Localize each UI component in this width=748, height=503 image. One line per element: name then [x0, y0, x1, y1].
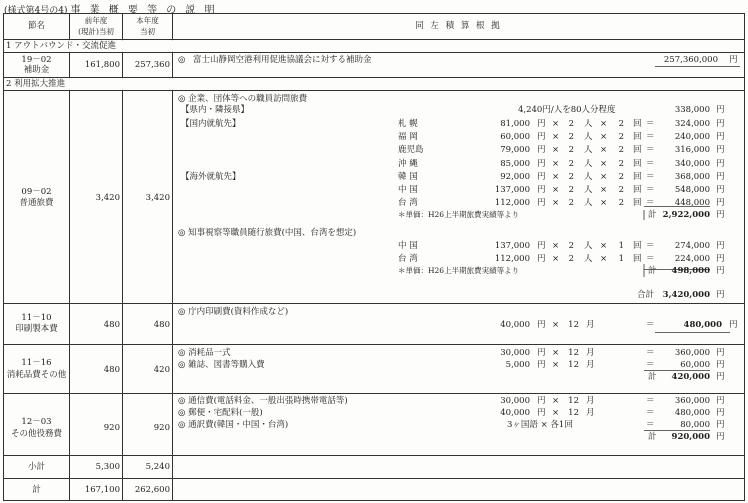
- equals-sign: ＝: [646, 254, 655, 265]
- travel-row-trips: 2: [618, 185, 624, 195]
- times-sign: ×: [552, 198, 560, 209]
- yen-unit: 円: [537, 254, 546, 265]
- equals-sign: ＝: [646, 408, 655, 418]
- total-row-curr: 262,600: [134, 485, 170, 495]
- subtotal-row-curr: 5,240: [145, 462, 170, 472]
- times-sign: ×: [552, 254, 560, 265]
- travel-row-city: 福 岡: [398, 132, 418, 143]
- travel-row-unit: 81,000: [500, 119, 530, 129]
- travel-row-unit: 60,000: [500, 132, 530, 143]
- yen-unit: 円: [537, 119, 546, 129]
- travel-row-amount: 340,000: [674, 158, 710, 169]
- supplies-item-months: 12: [568, 348, 579, 358]
- travel-row-persons: 2: [568, 254, 574, 265]
- yen-unit: 円: [537, 145, 546, 156]
- equals-sign: ＝: [646, 348, 655, 358]
- services-curr: 920: [153, 423, 170, 433]
- travel-row-city: 台 湾: [398, 254, 418, 265]
- services-item-desc: ◎ 通信費(電話料金、一般出張時携帯電話等): [178, 396, 348, 406]
- travel-row-trips: 2: [618, 145, 624, 156]
- supplies-curr: 420: [153, 365, 170, 375]
- yen-unit: 円: [537, 241, 546, 251]
- times-sign: ×: [552, 396, 560, 406]
- yen-unit: 円: [716, 145, 725, 156]
- travel-row-amount: 548,000: [674, 185, 710, 195]
- services-prev: 920: [103, 423, 120, 433]
- section1-desc: 富士山静岡空港利用促進協議会に対する補助金: [193, 55, 372, 65]
- equals-sign: ＝: [646, 185, 655, 195]
- travel-row-unit: 112,000: [494, 198, 530, 209]
- equals-sign: ＝: [646, 320, 655, 330]
- month-unit: 月: [586, 408, 595, 418]
- section1-unit: 円: [729, 55, 738, 65]
- equals-sign: ＝: [646, 396, 655, 406]
- travel-row-persons: 2: [568, 145, 574, 156]
- count-unit: 回: [633, 145, 642, 156]
- supplies-item-unit: 5,000: [505, 360, 530, 370]
- travel-subtotal: 2,922,000: [662, 210, 710, 220]
- travel-row-persons: 2: [568, 119, 574, 129]
- travel-row-amount: 240,000: [674, 132, 710, 143]
- travel-row-persons: 2: [568, 132, 574, 143]
- total-row-label: 計: [32, 485, 41, 495]
- times-sign: ×: [600, 158, 608, 169]
- travel-row-amount: 448,000: [674, 198, 710, 209]
- travel-row-persons: 2: [568, 158, 574, 169]
- times-sign: ×: [600, 241, 608, 251]
- supplies-code: 11－16: [21, 358, 52, 368]
- yen-unit: 円: [716, 132, 725, 143]
- supplies-item-amount: 60,000: [680, 360, 710, 370]
- yen-unit: 円: [716, 105, 725, 115]
- person-unit: 人: [584, 119, 593, 129]
- travel-row-trips: 2: [618, 119, 624, 129]
- subtotal-row-label: 小計: [27, 462, 45, 472]
- travel-pref-label: 【県内・隣接県】: [181, 105, 250, 115]
- yen-unit: 円: [716, 420, 725, 430]
- header-prev-line1: 前年度: [84, 16, 108, 25]
- supplies-total-label: 計: [648, 372, 657, 382]
- supplies-name: 消耗品費その他: [6, 370, 67, 380]
- travel-row-amount: 316,000: [674, 145, 710, 156]
- month-unit: 月: [586, 320, 595, 330]
- count-unit: 回: [633, 254, 642, 265]
- person-unit: 人: [584, 185, 593, 195]
- travel-domestic-label: 【国内就航先】: [181, 119, 241, 129]
- yen-unit: 円: [537, 158, 546, 169]
- printing-curr: 480: [153, 320, 170, 330]
- travel-prev: 3,420: [95, 193, 120, 203]
- count-unit: 回: [633, 241, 642, 251]
- person-unit: 人: [584, 254, 593, 265]
- yen-unit: 円: [716, 254, 725, 265]
- person-unit: 人: [584, 158, 593, 169]
- person-unit: 人: [584, 198, 593, 209]
- times-sign: ×: [552, 408, 560, 418]
- subtotal-row-prev: 5,300: [95, 462, 120, 472]
- travel-row-trips: 1: [618, 241, 624, 251]
- person-unit: 人: [584, 132, 593, 143]
- services-item-months: 12: [568, 396, 579, 406]
- supplies-item-unit: 30,000: [500, 348, 530, 358]
- travel-row-unit: 92,000: [500, 171, 530, 182]
- section1-code: 19－02: [21, 55, 52, 65]
- times-sign: ×: [552, 320, 560, 330]
- yen-unit: 円: [537, 408, 546, 418]
- travel-row-city: 鹿児島: [398, 145, 424, 156]
- travel-code: 09－02: [21, 187, 52, 197]
- person-unit: 人: [584, 145, 593, 156]
- times-sign: ×: [600, 145, 608, 156]
- travel-row-trips: 2: [618, 198, 624, 209]
- times-sign: ×: [552, 119, 560, 129]
- supplies-item-months: 12: [568, 360, 579, 370]
- travel-heading2: ◎ 知事視察等職員随行旅費(中国、台湾を想定): [178, 228, 357, 238]
- count-unit: 回: [633, 132, 642, 143]
- section1-amount: 257,360,000: [663, 55, 718, 65]
- yen-unit: 円: [716, 171, 725, 182]
- travel-row-amount: 224,000: [674, 254, 710, 265]
- times-sign: ×: [600, 171, 608, 182]
- equals-sign: ＝: [646, 198, 655, 209]
- services-item-desc: ◎ 郵便・宅配料(一般): [178, 408, 263, 418]
- printing-months: 12: [568, 320, 579, 330]
- travel-row-trips: 2: [618, 171, 624, 182]
- times-sign: ×: [552, 171, 560, 182]
- yen-unit: 円: [716, 210, 725, 220]
- travel-row-city: 沖 縄: [398, 158, 418, 169]
- total-row-prev: 167,100: [84, 485, 120, 495]
- travel-subtotal2: 498,000: [671, 266, 710, 276]
- travel-row-city: 中 国: [398, 185, 418, 195]
- printing-desc: ◎ 庁内印刷費(資料作成など): [178, 307, 289, 317]
- travel-row-amount: 274,000: [674, 241, 710, 251]
- travel-row-unit: 137,000: [494, 241, 530, 251]
- times-sign: ×: [600, 198, 608, 209]
- equals-sign: ＝: [646, 158, 655, 169]
- services-item-unit: 30,000: [500, 396, 530, 406]
- section1-name: 補助金: [23, 65, 50, 75]
- count-unit: 回: [633, 198, 642, 209]
- yen-unit: 円: [537, 198, 546, 209]
- travel-heading: ◎ 企業、団体等への職員訪問旅費: [178, 94, 308, 104]
- yen-unit: 円: [537, 185, 546, 195]
- times-sign: ×: [600, 185, 608, 195]
- section1-curr: 257,360: [134, 60, 170, 70]
- travel-row-unit: 137,000: [494, 185, 530, 195]
- services-item-months: 12: [568, 408, 579, 418]
- month-unit: 月: [586, 396, 595, 406]
- times-sign: ×: [552, 145, 560, 156]
- travel-overseas-label: 【海外就航先】: [181, 172, 241, 182]
- person-unit: 人: [584, 171, 593, 182]
- yen-unit: 円: [537, 396, 546, 406]
- travel-row-city: 札 幌: [398, 119, 418, 129]
- supplies-prev: 480: [103, 365, 120, 375]
- header-curr-line2: 当初: [140, 27, 155, 36]
- section1-bullet: ◎: [178, 55, 186, 65]
- travel-row-unit: 79,000: [500, 145, 530, 156]
- services-item-amount: 480,000: [674, 408, 710, 418]
- travel-row-city: 台 湾: [398, 198, 418, 209]
- yen-unit: 円: [716, 396, 725, 406]
- header-basis: 同 左 積 算 根 拠: [415, 21, 502, 31]
- times-sign: ×: [552, 241, 560, 251]
- travel-row-persons: 2: [568, 241, 574, 251]
- equals-sign: ＝: [646, 145, 655, 156]
- section2-title: 2 利用拡大推進: [6, 79, 66, 89]
- travel-row-persons: 2: [568, 171, 574, 182]
- times-sign: ×: [552, 348, 560, 358]
- travel-row-trips: 1: [618, 254, 624, 265]
- yen-unit: 円: [716, 408, 725, 418]
- person-unit: 人: [584, 241, 593, 251]
- travel-row-trips: 2: [618, 158, 624, 169]
- header-curr-line1: 本年度: [136, 16, 159, 25]
- travel-total: 3,420,000: [662, 290, 710, 300]
- travel-row-amount: 368,000: [674, 171, 710, 182]
- form-label: (様式第4号の4): [4, 6, 68, 16]
- services-item-amount: 360,000: [674, 396, 710, 406]
- travel-name: 普通旅費: [19, 198, 54, 208]
- count-unit: 回: [633, 185, 642, 195]
- travel-subtotal-label: 計: [648, 210, 657, 220]
- travel-row-city: 韓 国: [398, 171, 418, 182]
- yen-unit: 円: [716, 266, 725, 276]
- month-unit: 月: [586, 348, 595, 358]
- travel-pref-line: 4,240円/人を80人分程度: [518, 105, 616, 115]
- times-sign: ×: [552, 185, 560, 195]
- travel-note: ＊単価：H26上半期旅費実績等より: [398, 210, 520, 219]
- travel-row-persons: 2: [568, 198, 574, 209]
- travel-row-amount: 324,000: [674, 119, 710, 129]
- travel-note2: ＊単価：H26上半期旅費実績等より: [398, 266, 520, 275]
- yen-unit: 円: [729, 320, 738, 330]
- travel-row-unit: 85,000: [500, 158, 530, 169]
- count-unit: 回: [633, 158, 642, 169]
- yen-unit: 円: [537, 360, 546, 370]
- count-unit: 回: [633, 119, 642, 129]
- header-item: 節名: [27, 21, 45, 31]
- section1-title: 1 アウトバウンド・交流促進: [6, 41, 116, 51]
- equals-sign: ＝: [646, 360, 655, 370]
- count-unit: 回: [633, 171, 642, 182]
- services-interp-desc: ◎ 通訳費(韓国・中国・台湾): [178, 420, 289, 430]
- supplies-total: 420,000: [671, 372, 710, 382]
- yen-unit: 円: [716, 290, 725, 300]
- yen-unit: 円: [716, 119, 725, 129]
- yen-unit: 円: [716, 432, 725, 442]
- month-unit: 月: [586, 360, 595, 370]
- travel-row-unit: 112,000: [494, 254, 530, 265]
- times-sign: ×: [552, 360, 560, 370]
- travel-row-persons: 2: [568, 185, 574, 195]
- services-total-label: 計: [648, 432, 657, 442]
- services-interp-amount: 80,000: [680, 420, 710, 430]
- equals-sign: ＝: [646, 420, 655, 430]
- printing-name: 印刷製本費: [15, 324, 58, 334]
- times-sign: ×: [552, 158, 560, 169]
- supplies-item-desc: ◎ 消耗品一式: [178, 348, 231, 358]
- travel-pref-amount: 338,000: [674, 105, 710, 115]
- times-sign: ×: [552, 132, 560, 143]
- times-sign: ×: [600, 119, 608, 129]
- page-title: 事 業 概 要 等 の 説 明: [70, 5, 218, 16]
- supplies-item-amount: 360,000: [674, 348, 710, 358]
- equals-sign: ＝: [646, 171, 655, 182]
- services-code: 12－03: [21, 417, 52, 427]
- equals-sign: ＝: [646, 132, 655, 143]
- yen-unit: 円: [716, 241, 725, 251]
- yen-unit: 円: [537, 132, 546, 143]
- printing-prev: 480: [103, 320, 120, 330]
- times-sign: ×: [600, 254, 608, 265]
- travel-curr: 3,420: [145, 193, 170, 203]
- equals-sign: ＝: [646, 119, 655, 129]
- equals-sign: ＝: [646, 241, 655, 251]
- yen-unit: 円: [716, 348, 725, 358]
- supplies-item-desc: ◎ 雑誌、図書等購入費: [178, 360, 265, 370]
- travel-row-trips: 2: [618, 132, 624, 143]
- services-total: 920,000: [671, 432, 710, 442]
- printing-amount: 480,000: [683, 320, 722, 330]
- yen-unit: 円: [716, 185, 725, 195]
- yen-unit: 円: [716, 360, 725, 370]
- services-item-unit: 40,000: [500, 408, 530, 418]
- times-sign: ×: [600, 132, 608, 143]
- printing-code: 11－10: [21, 313, 52, 323]
- yen-unit: 円: [716, 158, 725, 169]
- yen-unit: 円: [537, 348, 546, 358]
- travel-total-label: 合計: [637, 290, 655, 300]
- yen-unit: 円: [537, 171, 546, 182]
- travel-row-city: 中 国: [398, 241, 418, 251]
- yen-unit: 円: [716, 372, 725, 382]
- header-prev-line2: (現計)当初: [78, 27, 114, 36]
- yen-unit: 円: [537, 320, 546, 330]
- section1-prev: 161,800: [84, 60, 120, 70]
- services-interp-calc: 3ヶ国語 × 各1回: [507, 420, 573, 430]
- services-name: その他役務費: [10, 429, 62, 439]
- yen-unit: 円: [716, 198, 725, 209]
- travel-subtotal2-label: 計: [648, 266, 657, 276]
- printing-unit: 40,000: [500, 320, 530, 330]
